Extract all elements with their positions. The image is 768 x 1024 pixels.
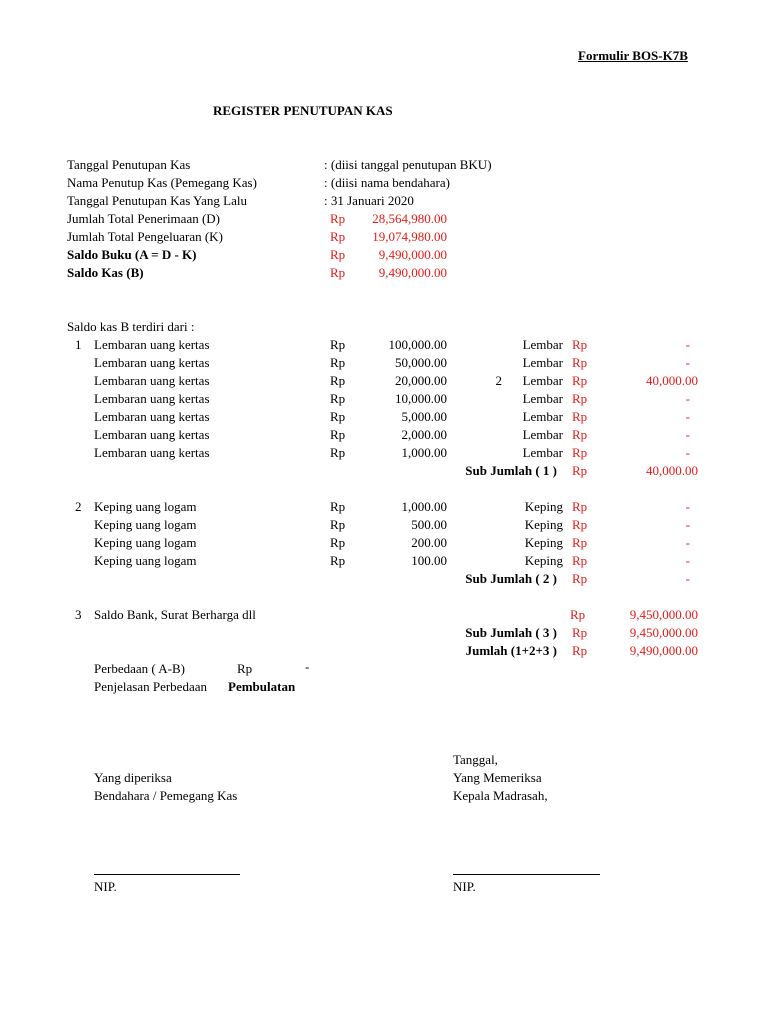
note-row-item: Lembaran uang kertas	[94, 445, 210, 460]
grand-total-currency: Rp	[572, 643, 588, 658]
coin-row-denomination: 100.00	[411, 553, 447, 568]
coin-row-total: -	[685, 517, 690, 532]
note-row-denomination: 2,000.00	[401, 427, 447, 442]
note-row-total-currency: Rp	[572, 427, 588, 442]
coin-row-total-currency: Rp	[572, 553, 588, 568]
subtotal-2-label: Sub Jumlah ( 2 )	[465, 571, 557, 586]
grand-total-value: 9,490,000.00	[629, 643, 698, 658]
note-row-unit: Lembar	[522, 409, 563, 424]
info-label-total-receipts: Jumlah Total Penerimaan (D)	[67, 211, 221, 226]
difference-currency: Rp	[237, 661, 253, 676]
subtotal-1-label: Sub Jumlah ( 1 )	[465, 463, 557, 478]
coin-row-item: Keping uang logam	[94, 499, 197, 514]
coin-row-denomination: 200.00	[411, 535, 447, 550]
explanation-label: Penjelasan Perbedaan	[94, 679, 207, 694]
note-row-denomination: 50,000.00	[395, 355, 447, 370]
note-row-total-currency: Rp	[572, 355, 588, 370]
difference-label: Perbedaan ( A-B)	[94, 661, 185, 676]
info-label-book-balance: Saldo Buku (A = D - K)	[67, 247, 197, 262]
note-row-denomination: 10,000.00	[395, 391, 447, 406]
signature-right-role: Kepala Madrasah,	[453, 788, 548, 803]
info-label-closing-date: Tanggal Penutupan Kas	[67, 157, 191, 172]
note-row-unit: Lembar	[522, 391, 563, 406]
info-value-closing-date: : (diisi tanggal penutupan BKU)	[324, 157, 492, 172]
subtotal-3-value: 9,450,000.00	[629, 625, 698, 640]
subtotal-3-label: Sub Jumlah ( 3 )	[465, 625, 557, 640]
note-row-total: -	[685, 355, 690, 370]
bank-balance-currency: Rp	[570, 607, 586, 622]
coin-row-total-currency: Rp	[572, 499, 588, 514]
signature-left-nip: NIP.	[94, 879, 117, 894]
info-currency-book-balance: Rp	[330, 247, 346, 262]
info-amount-cash-balance: 9,490,000.00	[378, 265, 447, 280]
signature-left-line	[94, 874, 240, 875]
note-row-total-currency: Rp	[572, 337, 588, 352]
page-title: REGISTER PENUTUPAN KAS	[213, 103, 393, 118]
note-row-currency: Rp	[330, 409, 346, 424]
coin-row-currency: Rp	[330, 553, 346, 568]
section-3-number: 3	[75, 607, 82, 622]
note-row-unit: Lembar	[522, 337, 563, 352]
note-row-unit: Lembar	[522, 445, 563, 460]
note-row-unit: Lembar	[522, 373, 563, 388]
info-amount-total-receipts: 28,564,980.00	[372, 211, 447, 226]
signature-right-nip: NIP.	[453, 879, 476, 894]
note-row-unit: Lembar	[522, 355, 563, 370]
note-row-total-currency: Rp	[572, 391, 588, 406]
coin-row-total: -	[685, 499, 690, 514]
note-row-denomination: 1,000.00	[401, 445, 447, 460]
note-row-item: Lembaran uang kertas	[94, 337, 210, 352]
note-row-total-currency: Rp	[572, 373, 588, 388]
info-currency-total-receipts: Rp	[330, 211, 346, 226]
signature-right-line	[453, 874, 600, 875]
note-row-item: Lembaran uang kertas	[94, 355, 210, 370]
info-label-cashier-name: Nama Penutup Kas (Pemegang Kas)	[67, 175, 257, 190]
note-row-denomination: 20,000.00	[395, 373, 447, 388]
coin-row-item: Keping uang logam	[94, 553, 197, 568]
subtotal-1-currency: Rp	[572, 463, 588, 478]
section-2-number: 2	[75, 499, 82, 514]
info-currency-total-expenses: Rp	[330, 229, 346, 244]
form-code: Formulir BOS-K7B	[578, 48, 688, 63]
note-row-currency: Rp	[330, 427, 346, 442]
subtotal-1-value: 40,000.00	[646, 463, 698, 478]
note-row-item: Lembaran uang kertas	[94, 391, 210, 406]
coin-row-unit: Keping	[524, 535, 563, 550]
note-row-total: -	[685, 409, 690, 424]
note-row-currency: Rp	[330, 355, 346, 370]
coin-row-currency: Rp	[330, 499, 346, 514]
subtotal-2-currency: Rp	[572, 571, 588, 586]
coin-row-currency: Rp	[330, 517, 346, 532]
coin-row-unit: Keping	[524, 517, 563, 532]
bank-balance-item: Saldo Bank, Surat Berharga dll	[94, 607, 256, 622]
note-row-total: -	[685, 391, 690, 406]
note-row-item: Lembaran uang kertas	[94, 409, 210, 424]
note-row-total: -	[685, 427, 690, 442]
note-row-total: -	[685, 337, 690, 352]
note-row-total-currency: Rp	[572, 445, 588, 460]
coin-row-unit: Keping	[524, 553, 563, 568]
coin-row-total: -	[685, 553, 690, 568]
signature-date-label: Tanggal,	[453, 752, 498, 767]
bank-balance-value: 9,450,000.00	[629, 607, 698, 622]
note-row-item: Lembaran uang kertas	[94, 373, 210, 388]
note-row-currency: Rp	[330, 373, 346, 388]
coin-row-item: Keping uang logam	[94, 535, 197, 550]
info-label-total-expenses: Jumlah Total Pengeluaran (K)	[67, 229, 223, 244]
grand-total-label: Jumlah (1+2+3 )	[465, 643, 557, 658]
note-row-denomination: 5,000.00	[401, 409, 447, 424]
coin-row-item: Keping uang logam	[94, 517, 197, 532]
note-row-currency: Rp	[330, 445, 346, 460]
info-label-previous-closing: Tanggal Penutupan Kas Yang Lalu	[67, 193, 247, 208]
signature-right-title: Yang Memeriksa	[453, 770, 542, 785]
coin-row-denomination: 500.00	[411, 517, 447, 532]
difference-value: -	[305, 659, 310, 674]
info-currency-cash-balance: Rp	[330, 265, 346, 280]
subtotal-2-value: -	[685, 571, 690, 586]
explanation-value: Pembulatan	[228, 679, 296, 694]
coin-row-total: -	[685, 535, 690, 550]
info-value-previous-closing: : 31 Januari 2020	[324, 193, 414, 208]
breakdown-intro: Saldo kas B terdiri dari :	[67, 319, 195, 334]
info-value-cashier-name: : (diisi nama bendahara)	[324, 175, 450, 190]
section-1-number: 1	[75, 337, 82, 352]
coin-row-unit: Keping	[524, 499, 563, 514]
signature-left-role: Bendahara / Pemegang Kas	[94, 788, 238, 803]
note-row-currency: Rp	[330, 337, 346, 352]
note-row-denomination: 100,000.00	[388, 337, 447, 352]
info-label-cash-balance: Saldo Kas (B)	[67, 265, 144, 280]
coin-row-denomination: 1,000.00	[401, 499, 447, 514]
signature-left-title: Yang diperiksa	[94, 770, 172, 785]
note-row-unit: Lembar	[522, 427, 563, 442]
note-row-total-currency: Rp	[572, 409, 588, 424]
coin-row-currency: Rp	[330, 535, 346, 550]
subtotal-3-currency: Rp	[572, 625, 588, 640]
note-row-total: -	[685, 445, 690, 460]
note-row-total: 40,000.00	[646, 373, 698, 388]
info-amount-book-balance: 9,490,000.00	[378, 247, 447, 262]
info-amount-total-expenses: 19,074,980.00	[372, 229, 447, 244]
coin-row-total-currency: Rp	[572, 517, 588, 532]
coin-row-total-currency: Rp	[572, 535, 588, 550]
note-row-currency: Rp	[330, 391, 346, 406]
note-row-count: 2	[495, 373, 502, 388]
note-row-item: Lembaran uang kertas	[94, 427, 210, 442]
